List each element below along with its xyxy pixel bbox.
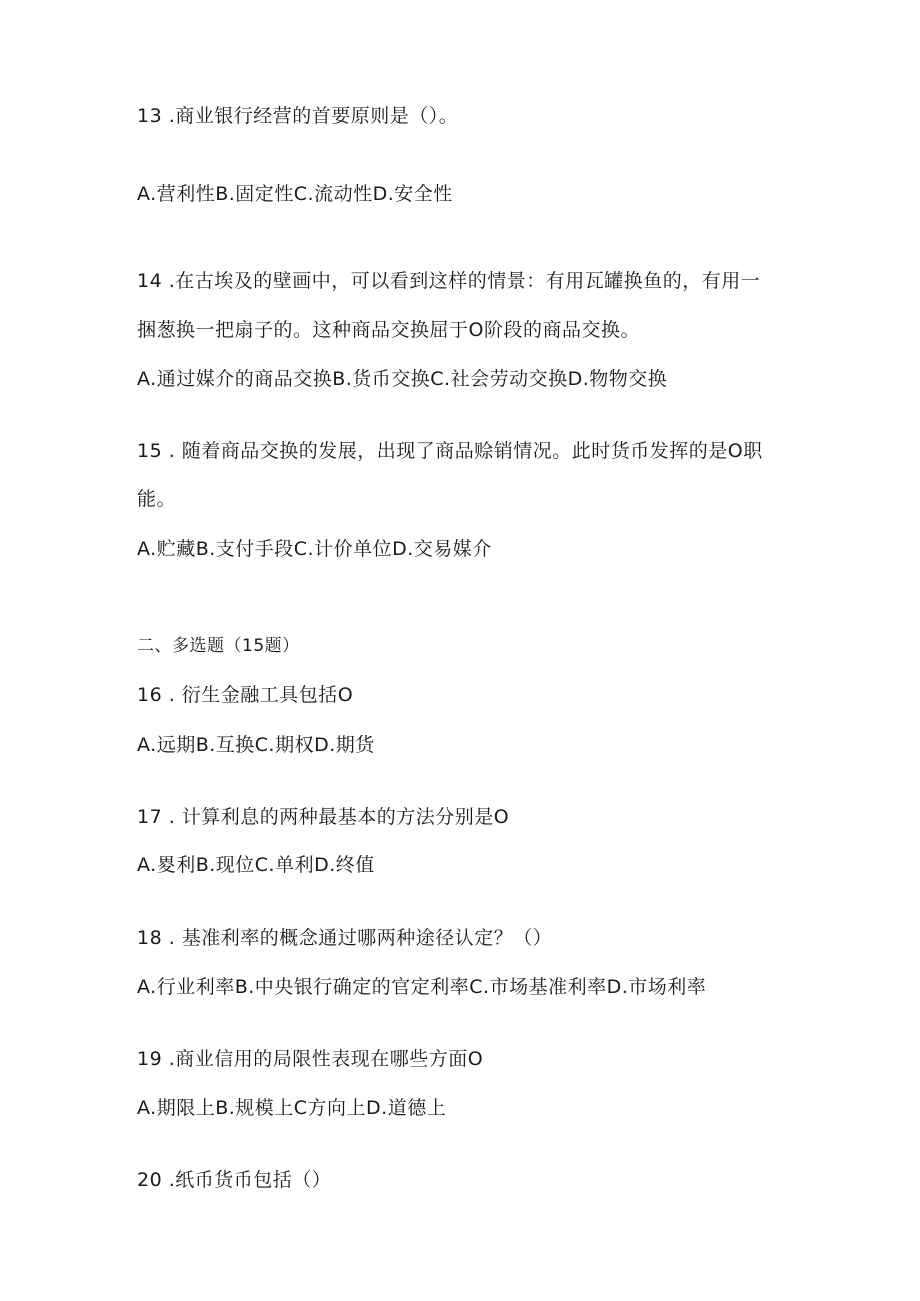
question-15-stem-line-2: 能。 — [137, 488, 177, 510]
question-13-options: A.营利性B.固定性C.流动性D.安全性 — [137, 183, 453, 205]
question-13-stem: 13 .商业银行经营的首要原则是（）。 — [137, 105, 459, 127]
section-heading-multiple-choice: 二、多选题（15题） — [137, 636, 300, 656]
question-17-options: A.畟利B.现位C.单利D.终值 — [137, 854, 375, 876]
question-19-stem: 19 .商业信用的局限性表现在哪些方面O — [137, 1048, 484, 1070]
question-18-options: A.行业利率B.中央银行确定的官定利率C.市场基准利率D.市场利率 — [137, 976, 707, 998]
question-18-stem: 18 . 基准利率的概念通过哪两种途径认定？（） — [137, 927, 553, 949]
question-15-stem-line-1: 15 . 随着商品交换的发展，出现了商品赊销情况。此时货币发挥的是O职 — [137, 440, 763, 462]
question-20-stem: 20 .纸币货币包括（） — [137, 1169, 332, 1191]
question-17-stem: 17 . 计算利息的两种最基本的方法分别是O — [137, 806, 510, 828]
question-16-stem: 16 . 衍生金融工具包括O — [137, 684, 354, 706]
question-19-options: A.期限上B.规模上C方向上D.道德上 — [137, 1097, 447, 1119]
question-16-options: A.远期B.互换C.期权D.期货 — [137, 734, 375, 756]
question-14-stem-line-1: 14 .在古埃及的壁画中，可以看到这样的情景：有用瓦罐换鱼的，有用一 — [137, 270, 761, 292]
question-14-options: A.通过媒介的商品交换B.货币交换C.社会劳动交换D.物物交换 — [137, 368, 668, 390]
question-14-stem-line-2: 捆葱换一把扇子的。这种商品交换屈于O阶段的商品交换。 — [137, 319, 640, 341]
question-15-options: A.贮藏B.支付手段C.计价单位D.交易媒介 — [137, 538, 492, 560]
